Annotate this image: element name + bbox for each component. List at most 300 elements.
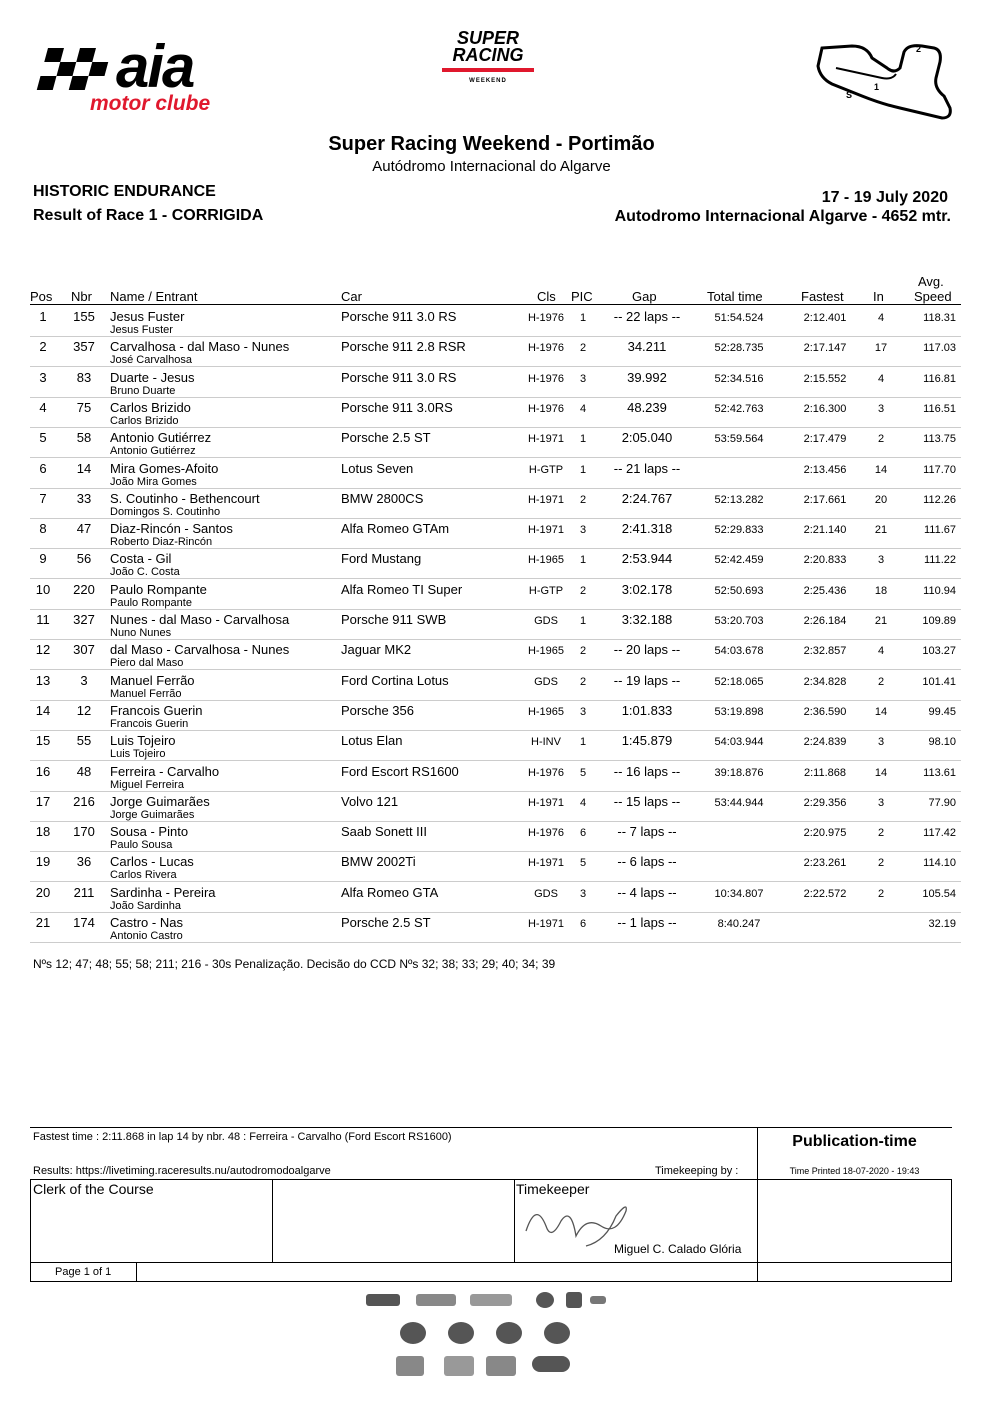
row-nbr: 83 xyxy=(76,369,92,385)
row-pic: 4 xyxy=(579,402,587,415)
row-name: Carlos - Lucas xyxy=(110,854,194,870)
table-row xyxy=(0,882,1000,912)
row-fastest: 2:17.479 xyxy=(803,433,847,446)
row-class: H-INV xyxy=(531,736,561,749)
row-pos: 16 xyxy=(35,763,51,779)
row-pic: 2 xyxy=(579,342,587,355)
grid-divider xyxy=(31,1262,951,1263)
table-row xyxy=(0,548,1000,578)
row-total-time: 39:18.876 xyxy=(714,766,764,779)
publication-time-label: Publication-time xyxy=(792,1133,917,1150)
row-driver: Carlos Rivera xyxy=(110,869,177,882)
row-class: H-1965 xyxy=(527,705,565,718)
row-avg-speed: 98.10 xyxy=(928,736,956,749)
row-name: dal Maso - Carvalhosa - Nunes xyxy=(110,642,290,658)
row-avg-speed: 99.45 xyxy=(928,705,956,718)
row-in-lap: 2 xyxy=(877,857,885,870)
row-pic: 3 xyxy=(579,705,587,718)
row-driver: Manuel Ferrão xyxy=(110,687,182,700)
row-car: Alfa Romeo TI Super xyxy=(341,581,463,597)
row-class: H-1976 xyxy=(527,342,565,355)
row-gap: 34.211 xyxy=(627,339,667,355)
results-url[interactable]: Results: https://livetiming.raceresults.nu/autodromodoalgarve xyxy=(33,1165,331,1177)
row-name: Nunes - dal Maso - Carvalhosa xyxy=(110,612,290,627)
header-divider xyxy=(30,304,961,305)
row-nbr: 327 xyxy=(73,612,95,627)
row-car: Jaguar MK2 xyxy=(341,642,412,658)
row-in-lap: 14 xyxy=(874,766,888,779)
col-pic: PIC xyxy=(571,289,593,304)
row-avg-speed: 105.54 xyxy=(922,887,956,900)
table-row xyxy=(0,821,1000,851)
row-nbr: 216 xyxy=(73,793,95,809)
row-class: H-1976 xyxy=(527,402,565,415)
row-gap: 3:32.188 xyxy=(621,612,673,627)
row-pos: 15 xyxy=(35,733,51,749)
row-car: Lotus Elan xyxy=(341,733,403,749)
row-gap: -- 16 laps -- xyxy=(613,763,681,779)
table-row xyxy=(0,761,1000,791)
timekeeping-by-label: Timekeeping by : xyxy=(655,1165,739,1177)
row-total-time: 52:34.516 xyxy=(714,372,764,385)
row-name: Ferreira - Carvalho xyxy=(110,763,220,779)
sponsor-logo xyxy=(444,1356,474,1376)
row-gap: 3:02.178 xyxy=(621,581,673,597)
row-car: Alfa Romeo GTAm xyxy=(341,521,450,537)
timekeeper-name: Miguel C. Calado Glória xyxy=(614,1242,742,1256)
row-fastest: 2:17.147 xyxy=(803,342,847,355)
table-row xyxy=(0,336,1000,366)
row-pic: 3 xyxy=(579,524,587,537)
row-avg-speed: 116.51 xyxy=(923,402,956,415)
row-avg-speed: 117.70 xyxy=(923,463,956,476)
row-driver: João C. Costa xyxy=(110,566,180,579)
row-driver: Paulo Sousa xyxy=(110,839,173,852)
row-fastest: 2:12.401 xyxy=(803,312,847,324)
row-in-lap: 3 xyxy=(877,796,885,809)
row-name: Sousa - Pinto xyxy=(110,824,189,840)
table-row xyxy=(0,579,1000,609)
sponsor-logo xyxy=(486,1356,516,1376)
row-gap: -- 1 laps -- xyxy=(617,915,677,930)
row-in-lap: 21 xyxy=(874,615,888,627)
row-fastest: 2:20.975 xyxy=(803,827,847,840)
row-fastest: 2:26.184 xyxy=(803,615,847,627)
row-pos: 4 xyxy=(39,399,47,415)
row-avg-speed: 113.75 xyxy=(923,433,956,446)
row-in-lap: 2 xyxy=(877,887,885,900)
table-row xyxy=(0,791,1000,821)
page-cell-divider xyxy=(136,1262,137,1282)
row-avg-speed: 103.27 xyxy=(922,645,956,658)
row-car: Porsche 356 xyxy=(341,702,414,718)
row-pos: 11 xyxy=(36,612,50,627)
row-car: Porsche 911 SWB xyxy=(341,612,447,627)
row-gap: 1:01.833 xyxy=(621,702,673,718)
row-gap: 48.239 xyxy=(627,399,667,415)
row-driver: Domingos S. Coutinho xyxy=(110,505,221,518)
table-row xyxy=(0,397,1000,427)
super-racing-weekend-logo xyxy=(438,30,538,98)
row-pos: 12 xyxy=(35,642,51,658)
clerk-of-course-label: Clerk of the Course xyxy=(33,1181,154,1197)
row-fastest: 2:36.590 xyxy=(803,705,847,718)
row-car: Ford Cortina Lotus xyxy=(341,672,449,688)
row-car: Porsche 911 3.0 RS xyxy=(341,309,457,324)
row-car: Porsche 2.5 ST xyxy=(341,915,431,930)
row-total-time: 8:40.247 xyxy=(717,918,761,930)
row-gap: -- 15 laps -- xyxy=(613,793,681,809)
row-driver: Piero dal Maso xyxy=(110,657,184,670)
row-divider xyxy=(30,942,961,943)
table-row xyxy=(0,367,1000,397)
row-fastest: 2:20.833 xyxy=(803,554,847,567)
row-car: Ford Escort RS1600 xyxy=(341,763,459,779)
row-class: H-GTP xyxy=(528,584,564,597)
row-total-time: 53:20.703 xyxy=(714,615,764,627)
row-avg-speed: 113.61 xyxy=(923,766,956,779)
row-pos: 5 xyxy=(39,430,47,446)
row-nbr: 56 xyxy=(76,551,92,567)
row-nbr: 174 xyxy=(73,915,95,930)
table-row xyxy=(0,912,1000,942)
row-fastest: 2:24.839 xyxy=(803,736,847,749)
row-gap: -- 4 laps -- xyxy=(617,884,677,900)
row-in-lap: 4 xyxy=(877,312,885,324)
row-pic: 1 xyxy=(579,433,587,446)
results-table-header xyxy=(0,272,1000,304)
row-pic: 1 xyxy=(579,312,587,324)
col-total-time: Total time xyxy=(707,289,763,304)
row-gap: -- 19 laps -- xyxy=(613,672,681,688)
row-class: H-1965 xyxy=(527,645,565,658)
row-driver: Jorge Guimarães xyxy=(110,808,195,821)
row-driver: Luis Tojeiro xyxy=(110,748,166,761)
row-pos: 14 xyxy=(35,702,51,718)
track-marker-2: 2 xyxy=(916,44,922,54)
table-row xyxy=(0,639,1000,669)
row-name: Jorge Guimarães xyxy=(110,793,210,809)
sponsor-logo xyxy=(416,1294,456,1306)
row-car: Saab Sonett III xyxy=(341,824,428,840)
row-in-lap: 3 xyxy=(877,736,885,749)
row-total-time: 52:18.065 xyxy=(714,675,764,688)
row-name: S. Coutinho - Bethencourt xyxy=(110,490,260,506)
col-fastest: Fastest xyxy=(801,289,844,304)
row-fastest: 2:11.868 xyxy=(803,766,846,779)
row-avg-speed: 114.10 xyxy=(923,857,956,870)
row-driver: Roberto Diaz-Rincón xyxy=(110,536,213,549)
row-pos: 7 xyxy=(39,490,47,506)
row-pic: 5 xyxy=(579,857,587,870)
race-result-title: Result of Race 1 - CORRIGIDA xyxy=(33,207,264,224)
row-in-lap: 14 xyxy=(874,705,888,718)
row-pic: 2 xyxy=(579,675,587,688)
row-fastest: 2:13.456 xyxy=(803,463,847,476)
event-dates: 17 - 19 July 2020 xyxy=(821,189,948,206)
row-nbr: 48 xyxy=(76,763,92,779)
row-nbr: 170 xyxy=(73,824,95,840)
row-pic: 2 xyxy=(579,584,587,597)
row-pos: 18 xyxy=(35,824,51,840)
row-pos: 20 xyxy=(35,884,51,900)
row-pos: 19 xyxy=(35,854,51,870)
row-class: H-1976 xyxy=(527,312,565,324)
row-avg-speed: 111.22 xyxy=(923,554,956,567)
row-total-time: 53:59.564 xyxy=(714,433,764,446)
table-row xyxy=(0,609,1000,639)
row-driver: Antonio Castro xyxy=(110,930,183,942)
row-gap: 2:41.318 xyxy=(621,521,673,537)
row-nbr: 14 xyxy=(76,460,92,476)
row-total-time: 52:28.735 xyxy=(714,342,764,355)
sponsor-logo xyxy=(532,1356,570,1372)
row-fastest: 2:25.436 xyxy=(803,584,847,597)
row-avg-speed: 109.89 xyxy=(922,615,956,627)
row-fastest: 2:29.356 xyxy=(803,796,847,809)
row-class: H-1976 xyxy=(527,766,565,779)
srw-logo-line3: WEEKEND xyxy=(469,78,507,84)
page-title: Super Racing Weekend - Portimão xyxy=(328,133,655,155)
row-nbr: 12 xyxy=(76,702,92,718)
row-nbr: 220 xyxy=(73,581,95,597)
row-driver: Antonio Gutiérrez xyxy=(110,445,196,458)
row-total-time: 54:03.678 xyxy=(714,645,764,658)
row-pos: 8 xyxy=(39,521,47,537)
row-name: Carlos Brizido xyxy=(110,399,191,415)
page-number: Page 1 of 1 xyxy=(55,1266,112,1278)
sponsor-logo xyxy=(536,1292,554,1308)
col-nbr: Nbr xyxy=(71,289,92,304)
table-row xyxy=(0,427,1000,457)
row-car: BMW 2002Ti xyxy=(341,854,416,870)
race-category: HISTORIC ENDURANCE xyxy=(33,183,216,200)
event-venue: Autodromo Internacional Algarve - 4652 mtr. xyxy=(614,208,951,225)
row-in-lap: 4 xyxy=(877,645,885,658)
row-gap: -- 21 laps -- xyxy=(613,460,681,476)
row-class: GDS xyxy=(534,887,558,900)
row-driver: João Sardinha xyxy=(110,899,181,912)
row-driver: Paulo Rompante xyxy=(110,596,192,609)
row-class: GDS xyxy=(534,675,558,688)
row-class: GDS xyxy=(534,615,558,627)
row-nbr: 155 xyxy=(73,309,95,324)
row-pos: 6 xyxy=(39,460,47,476)
row-class: H-1971 xyxy=(527,493,565,506)
row-name: Castro - Nas xyxy=(110,915,183,930)
row-gap: 2:24.767 xyxy=(621,490,673,506)
table-row xyxy=(0,518,1000,548)
row-in-lap: 4 xyxy=(877,372,885,385)
row-driver: João Mira Gomes xyxy=(110,475,197,488)
row-pic: 1 xyxy=(579,463,587,476)
row-car: Porsche 911 3.0RS xyxy=(341,399,453,415)
row-total-time: 52:29.833 xyxy=(714,524,764,537)
row-in-lap: 17 xyxy=(874,342,888,355)
row-gap: 2:53.944 xyxy=(621,551,673,567)
srw-logo-line1: SUPER xyxy=(456,28,519,48)
row-car: Ford Mustang xyxy=(341,551,422,567)
row-gap: 1:45.879 xyxy=(621,733,673,749)
row-class: H-1965 xyxy=(527,554,565,567)
sponsor-logo xyxy=(566,1292,582,1308)
row-driver: Jesus Fuster xyxy=(110,324,173,336)
row-avg-speed: 101.41 xyxy=(922,675,956,688)
row-pic: 5 xyxy=(579,766,587,779)
row-name: Paulo Rompante xyxy=(110,581,207,597)
row-in-lap: 2 xyxy=(877,675,885,688)
row-total-time: 53:19.898 xyxy=(714,705,764,718)
row-class: H-1976 xyxy=(527,827,565,840)
col-avg-speed-line2: Speed xyxy=(914,289,952,304)
col-in: In xyxy=(873,289,884,304)
row-in-lap: 3 xyxy=(877,554,885,567)
row-pos: 21 xyxy=(35,915,51,930)
sponsor-logo xyxy=(496,1322,522,1344)
row-pos: 10 xyxy=(35,581,51,597)
page-subtitle: Autódromo Internacional do Algarve xyxy=(372,158,611,175)
sponsor-logos xyxy=(360,1290,620,1390)
row-avg-speed: 116.81 xyxy=(923,372,956,385)
row-class: H-1971 xyxy=(527,857,565,870)
row-nbr: 307 xyxy=(73,642,95,658)
row-pic: 1 xyxy=(579,736,587,749)
row-driver: Carlos Brizido xyxy=(110,414,179,427)
row-total-time: 52:42.459 xyxy=(714,554,764,567)
row-total-time: 51:54.524 xyxy=(714,312,764,324)
row-gap: -- 7 laps -- xyxy=(617,824,677,840)
sponsor-logo xyxy=(544,1322,570,1344)
row-in-lap: 2 xyxy=(877,827,885,840)
timekeeper-label: Timekeeper xyxy=(516,1181,590,1197)
row-class: H-1971 xyxy=(527,918,565,930)
row-pic: 6 xyxy=(579,918,587,930)
time-printed: Time Printed 18-07-2020 - 19:43 xyxy=(789,1166,920,1176)
row-pic: 4 xyxy=(579,796,587,809)
track-marker-1: 1 xyxy=(874,82,880,92)
row-driver: Francois Guerin xyxy=(110,717,189,730)
row-nbr: 55 xyxy=(76,733,92,749)
blank-cell xyxy=(272,1180,515,1262)
sponsor-logo xyxy=(470,1294,512,1306)
row-name: Carvalhosa - dal Maso - Nunes xyxy=(110,339,290,355)
row-name: Mira Gomes-Afoito xyxy=(110,460,219,476)
row-pic: 1 xyxy=(579,554,587,567)
penalty-note: Nºs 12; 47; 48; 55; 58; 211; 216 - 30s Penalização. Decisão do CCD Nºs 32; 38; 33; 29; 40; 34; 39 xyxy=(33,957,556,971)
row-pos: 9 xyxy=(39,551,47,567)
row-car: Volvo 121 xyxy=(341,793,399,809)
row-pic: 1 xyxy=(579,615,587,627)
table-row xyxy=(0,306,1000,336)
row-pos: 17 xyxy=(35,793,51,809)
row-total-time: 52:42.763 xyxy=(714,402,764,415)
row-pos: 3 xyxy=(39,369,47,385)
row-nbr: 211 xyxy=(73,884,95,900)
row-gap: -- 6 laps -- xyxy=(617,854,677,870)
row-car: Porsche 2.5 ST xyxy=(341,430,431,446)
row-nbr: 33 xyxy=(76,490,92,506)
row-driver: Bruno Duarte xyxy=(110,384,176,397)
col-name: Name / Entrant xyxy=(110,289,198,304)
signature-grid xyxy=(30,1179,952,1282)
row-name: Diaz-Rincón - Santos xyxy=(110,521,233,537)
row-name: Francois Guerin xyxy=(110,702,203,718)
row-name: Costa - Gil xyxy=(110,551,172,567)
col-avg-speed-line1: Avg. xyxy=(918,274,944,289)
row-nbr: 75 xyxy=(76,399,92,415)
row-gap: 2:05.040 xyxy=(621,430,673,446)
row-pic: 2 xyxy=(579,645,587,658)
row-gap: -- 20 laps -- xyxy=(613,642,681,658)
row-avg-speed: 112.26 xyxy=(923,493,956,506)
row-nbr: 47 xyxy=(76,521,92,537)
col-cls: Cls xyxy=(537,289,556,304)
row-fastest: 2:15.552 xyxy=(803,372,847,385)
row-in-lap: 21 xyxy=(874,524,888,537)
table-row xyxy=(0,670,1000,700)
row-pos: 2 xyxy=(39,339,47,355)
row-class: H-1971 xyxy=(527,524,565,537)
table-row xyxy=(0,488,1000,518)
row-pic: 2 xyxy=(579,493,587,506)
row-avg-speed: 111.67 xyxy=(923,524,956,537)
row-avg-speed: 110.94 xyxy=(923,584,956,597)
row-fastest: 2:21.140 xyxy=(803,524,847,537)
row-class: H-1971 xyxy=(527,796,565,809)
row-in-lap: 20 xyxy=(874,493,888,506)
row-fastest: 2:32.857 xyxy=(803,645,847,658)
row-name: Jesus Fuster xyxy=(110,309,185,324)
sponsor-logo xyxy=(366,1294,400,1306)
row-name: Manuel Ferrão xyxy=(110,672,195,688)
row-avg-speed: 32.19 xyxy=(928,918,956,930)
sponsor-logo xyxy=(590,1296,606,1304)
sponsor-logo xyxy=(448,1322,474,1344)
row-gap: -- 22 laps -- xyxy=(613,309,681,324)
row-gap: 39.992 xyxy=(627,369,667,385)
row-pos: 13 xyxy=(35,672,51,688)
row-car: Porsche 911 3.0 RS xyxy=(341,369,457,385)
row-driver: José Carvalhosa xyxy=(110,354,192,367)
srw-logo-line2: RACING xyxy=(452,45,524,65)
row-total-time: 52:13.282 xyxy=(714,493,764,506)
row-total-time: 10:34.807 xyxy=(714,887,764,900)
row-car: Lotus Seven xyxy=(341,460,414,476)
table-row xyxy=(0,730,1000,760)
fastest-lap-info: Fastest time : 2:11.868 in lap 14 by nbr. 48 : Ferreira - Carvalho (Ford Escort RS1600) xyxy=(33,1131,452,1143)
row-avg-speed: 118.31 xyxy=(923,312,956,324)
row-fastest: 2:22.572 xyxy=(803,887,847,900)
row-avg-speed: 117.42 xyxy=(923,827,956,840)
row-name: Luis Tojeiro xyxy=(110,733,176,749)
track-marker-s: S xyxy=(846,90,853,100)
row-in-lap: 3 xyxy=(877,402,885,415)
table-row xyxy=(0,458,1000,488)
row-fastest: 2:23.261 xyxy=(803,857,847,870)
row-class: H-1971 xyxy=(527,433,565,446)
row-fastest: 2:16.300 xyxy=(803,402,847,415)
srw-logo-bar xyxy=(442,68,534,72)
row-in-lap: 2 xyxy=(877,433,885,446)
row-total-time: 53:44.944 xyxy=(714,796,764,809)
row-name: Duarte - Jesus xyxy=(110,369,195,385)
row-in-lap: 18 xyxy=(874,584,888,597)
row-driver: Nuno Nunes xyxy=(110,627,172,639)
row-avg-speed: 117.03 xyxy=(923,342,956,355)
row-total-time: 52:50.693 xyxy=(714,584,764,597)
row-car: Porsche 911 2.8 RSR xyxy=(341,339,466,355)
row-fastest: 2:17.661 xyxy=(803,493,847,506)
